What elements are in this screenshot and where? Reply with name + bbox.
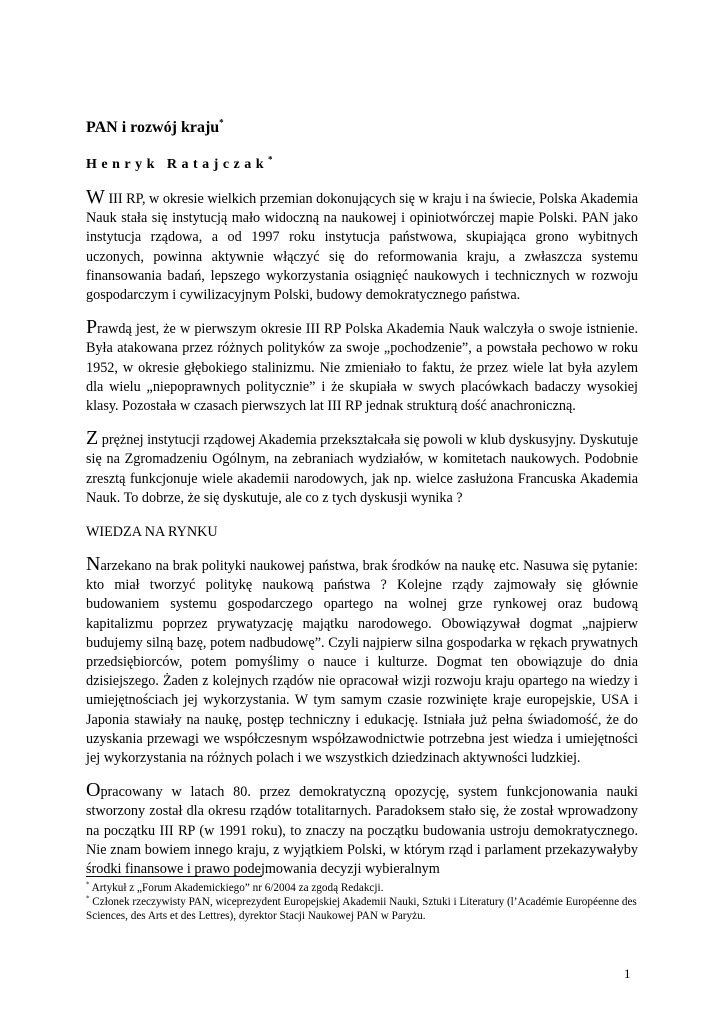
footnote-text: Artykuł z „Forum Akademickiego” nr 6/2004 za zgodą Redakcji. — [89, 882, 384, 894]
title-text: PAN i rozwój kraju — [86, 119, 220, 136]
footnote-1 — [86, 881, 638, 895]
footnote-separator — [86, 876, 262, 877]
footnote-2 — [86, 895, 638, 923]
title-footnote-mark: * — [219, 117, 224, 128]
paragraph-2 — [86, 316, 638, 416]
author-text: Henryk Ratajczak — [86, 157, 269, 172]
author-name — [86, 156, 638, 174]
footnote-mark: * — [86, 880, 90, 889]
initial-letter: Z — [86, 427, 99, 450]
main-text — [86, 118, 638, 894]
paragraph-text: rawdą jest, że w pierwszym okresie III RP Polska Akademia Nauk walczyła o swoje istnienie. Była atakowana przez różnych polityków za swoje „pochodzenie”, a powstała pechowo w roku 1952, w okresie głębokiego stalinizmu. Nie zmieniało to faktu, że przez wiele lat była azylem dla wielu „niepoprawnych politycznie” i że skupiała w swych placówkach badaczy wysokiej klasy. Pozostała w czasach pierwszych lat III RP jednak strukturą dość anachroniczną. — [86, 321, 638, 415]
paragraph-text: III RP, w okresie wielkich przemian dokonujących się w kraju i na świecie, Polska Akademia Nauk stała się instytucją mało widoczną na naukowej i opiniotwórczej mapie Polski. PAN jako instytucja rządowa, a od 1997 roku instytucja państwowa, skupiająca grono wybitnych uczonych, powinna aktywnie włączyć się do reformowania kraju, a zwłaszcza systemu finansowania badań, lepszego wykorzystania osiągnięć naukowych i technicznych w rozwoju gospodarczym i cywilizacyjnym Polski, budowy demokratycznego państwa. — [86, 191, 638, 304]
paragraph-4 — [86, 553, 638, 768]
author-footnote-mark: * — [268, 154, 278, 165]
paragraph-text: arzekano na brak polityki naukowej państwa, brak środków na naukę etc. Nasuwa się pytanie: kto miał tworzyć politykę naukową państwa ? Kolejne rządy zajmowały się głównie budowaniem systemu gospodarczego opartego na wolnej grze rynkowej oraz budową kapitalizmu poprzez prywatyzację majątku narodowego. Obowiązywał dogmat „najpierw budujemy silną bazę, potem nadbudowę”. Czyli najpierw silna gospodarka w rękach prywatnych przedsiębiorców, potem pomyślimy o nauce i kulturze. Dogmat ten obowiązuje do dnia dzisiejszego. Żaden z kolejnych rządów nie opracował wizji rozwoju kraju opartego na wiedzy i umiejętnościach jej wykorzystania. W tym samym czasie rozwinięte kraje europejskie, USA i Japonia stawiały na naukę, postęp techniczny i edukację. Istniała już pełna świadomość, że do uzyskania przewagi we współczesnym współzawodnictwie potrzebna jest wiedza i umiejętności jej wykorzystania na różnych polach i we wszystkich dziedzinach aktywności ludzkiej. — [86, 558, 638, 767]
paragraph-text: pracowany w latach 80. przez demokratyczną opozycję, system funkcjonowania nauki stworzony został dla okresu rządów totalitarnych. Paradoksem stało się, że został wprowadzony na początku III RP (w 1991 roku), to znaczy na początku budowania ustroju demokratycznego. Nie znam bowiem innego kraju, z wyjątkiem Polski, w którym rząd i parlament przekazywałyby środki finansowe i prawo podejmowania decyzji wybieralnym — [86, 784, 638, 878]
page-number: 1 — [624, 966, 631, 981]
paragraph-3 — [86, 427, 638, 508]
footnote-text: Członek rzeczywisty PAN, wiceprezydent Europejskiej Akademii Nauki, Sztuki i Literatury (l’Académie Européenne des Sciences, des Arts et des Lettres), dyrektor Stacji Naukowej PAN w Paryżu. — [86, 896, 637, 922]
document-title — [86, 118, 638, 138]
footnote-mark: * — [86, 894, 90, 903]
initial-letter: P — [86, 316, 98, 339]
footnotes — [86, 881, 638, 923]
paragraph-text: prężnej instytucji rządowej Akademia przekształcała się powoli w klub dyskusyjny. Dyskutuje się na Zgromadzeniu Ogólnym, na zebraniach wydziałów, w komitetach naukowych. Podobnie zresztą funkcjonuje wiele akademii narodowych, jak np. wielce zasłużona Francuska Akademia Nauk. To dobrze, że się dyskutuje, ale co z tych dyskusji wynika ? — [86, 432, 638, 506]
initial-letter: W — [86, 186, 105, 208]
paragraph-1 — [86, 186, 638, 305]
initial-letter: N — [86, 553, 101, 576]
section-heading: WIEDZA NA RYNKU — [86, 524, 218, 541]
initial-letter: O — [86, 779, 101, 802]
paragraph-5 — [86, 779, 638, 879]
